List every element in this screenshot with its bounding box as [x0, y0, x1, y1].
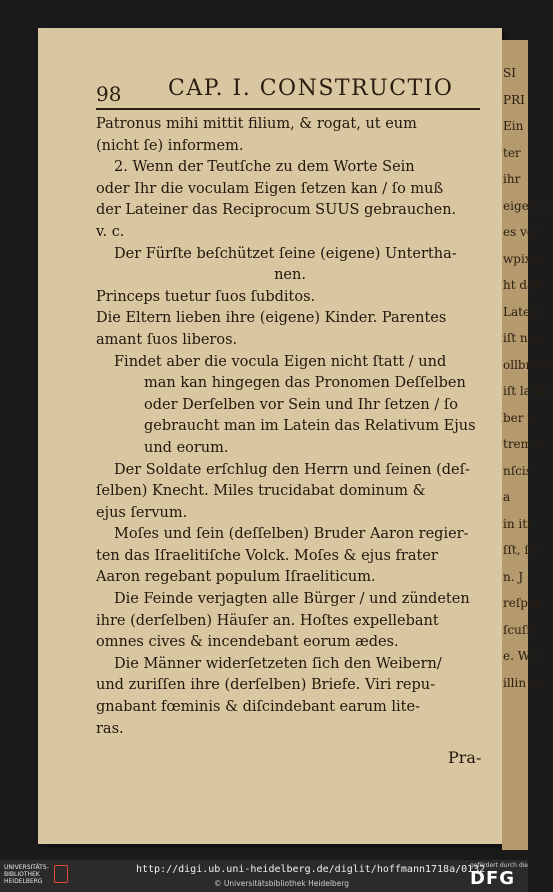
facing-page-fragment: eigen g [503, 198, 548, 213]
viewer-footer [0, 860, 528, 892]
text-line: und eorum. [144, 439, 229, 456]
facing-page-fragment: iſt nun [503, 331, 544, 345]
facing-page-fragment: Ein [503, 119, 524, 133]
text-line: der Lateiner das Reciprocum SUUS gebrauchen. [96, 202, 457, 219]
facing-page-fragment: in itſ [503, 516, 532, 531]
page-number: 98 [96, 82, 122, 106]
facing-page-edge [502, 40, 553, 850]
text-line: ras. [96, 720, 124, 737]
header-rule [96, 108, 480, 110]
facing-page-fragment: illin un [503, 675, 546, 690]
text-line: ihre (derſelben) Häuſer an. Hoſtes expellebant [96, 612, 439, 629]
text-line: Die Eltern lieben ihre (eigene) Kinder. Parentes [96, 310, 447, 327]
text-line: omnes cives & incendebant eorum ædes. [96, 634, 399, 651]
text-line: Die Feinde verjagten alle Bürger / und zündeten [114, 591, 470, 608]
facing-page-fragment: reſpar [503, 596, 541, 610]
text-line: Der Fürſte beſchützet ſeine (eigene) Untertha- [114, 245, 457, 262]
facing-page-fragment: ollbrach [503, 357, 553, 372]
facing-page-fragment: nſcis [503, 463, 532, 478]
permalink-url[interactable]: http://digi.ub.uni-heidelberg.de/diglit/hoffmann1718a/0132 [136, 864, 486, 875]
facing-page-fragment: ber n [503, 410, 536, 425]
facing-page-fragment: Latein [503, 304, 542, 319]
facing-page-fragment: e. Wer [503, 649, 542, 663]
text-line: gebraucht man im Latein das Relativum Ejus [144, 418, 476, 435]
copyright-notice: © Universitätsbibliothek Heidelberg [214, 879, 350, 888]
facing-page-fragment: ſcuſiſ [503, 622, 535, 637]
text-line: (nicht ſe) informem. [96, 137, 244, 154]
text-line: Moſes und ſein (deſſelben) Bruder Aaron regier- [114, 526, 469, 543]
text-line: amant ſuos liberos. [96, 331, 238, 348]
text-line: ten das Iſraelitiſche Volck. Moſes & ejus frater [96, 547, 438, 564]
catchword: Pra- [448, 748, 482, 767]
facing-page-fragment: n. J [503, 569, 524, 584]
facing-page-fragment: ht daß [503, 278, 543, 292]
library-logo-icon [54, 865, 68, 883]
text-line: Findet aber die vocula Eigen nicht ſtatt / und [114, 353, 447, 370]
funding-note: gefördert durch die [470, 862, 528, 869]
text-line: nen. [274, 267, 306, 284]
facing-page-fragment: PRI [503, 92, 525, 107]
text-line: man kan hingegen das Pronomen Deſſelben [144, 375, 466, 392]
text-line: gnabant fœminis & diſcindebant earum lite- [96, 699, 420, 716]
library-logo-text: UNIVERSITÄTS- BIBLIOTHEK HEIDELBERG [4, 864, 49, 885]
facing-page-fragment: ter [503, 145, 521, 160]
facing-page-fragment: a [503, 490, 511, 504]
text-line: Die Männer widerſetzeten ſich den Weibern/ [114, 655, 442, 672]
facing-page-fragment: ſſt, ſin [503, 543, 541, 557]
text-line: v. c. [96, 223, 125, 240]
facing-page-fragment: ihr [503, 172, 521, 186]
running-title: CAP. I. CONSTRUCTIO [168, 76, 454, 101]
text-line: Aaron regebant populum Iſraeliticum. [96, 569, 376, 586]
facing-page-fragment: trem, l [503, 437, 544, 451]
page-body-text [96, 114, 484, 740]
text-line: 2. Wenn der Teutſche zu dem Worte Sein [114, 159, 415, 176]
facing-page-fragment: iſt lacht [503, 384, 551, 398]
facing-page-fragment: SI [503, 66, 516, 80]
facing-page-text [503, 60, 553, 696]
text-line: Princeps tuetur ſuos ſubditos. [96, 288, 316, 305]
text-line: oder Derſelben vor Sein und Ihr ſetzen / ſo [144, 396, 458, 413]
text-line: ejus ſervum. [96, 504, 188, 521]
dfg-logo: DFG [470, 868, 516, 889]
facing-page-fragment: wpixel [503, 251, 543, 266]
text-line: und zuriſſen ihre (derſelben) Briefe. Viri repu- [96, 677, 436, 694]
facing-page-fragment: es vor [503, 225, 540, 239]
text-line: Der Soldate erſchlug den Herrn und ſeinen (deſ- [114, 461, 470, 478]
text-line: oder Ihr die voculam Eigen ſetzen kan / ſo muß [96, 180, 444, 197]
text-line: Patronus mihi mittit filium, & rogat, ut eum [96, 116, 417, 132]
text-line: ſelben) Knecht. Miles trucidabat dominum & [96, 483, 426, 500]
